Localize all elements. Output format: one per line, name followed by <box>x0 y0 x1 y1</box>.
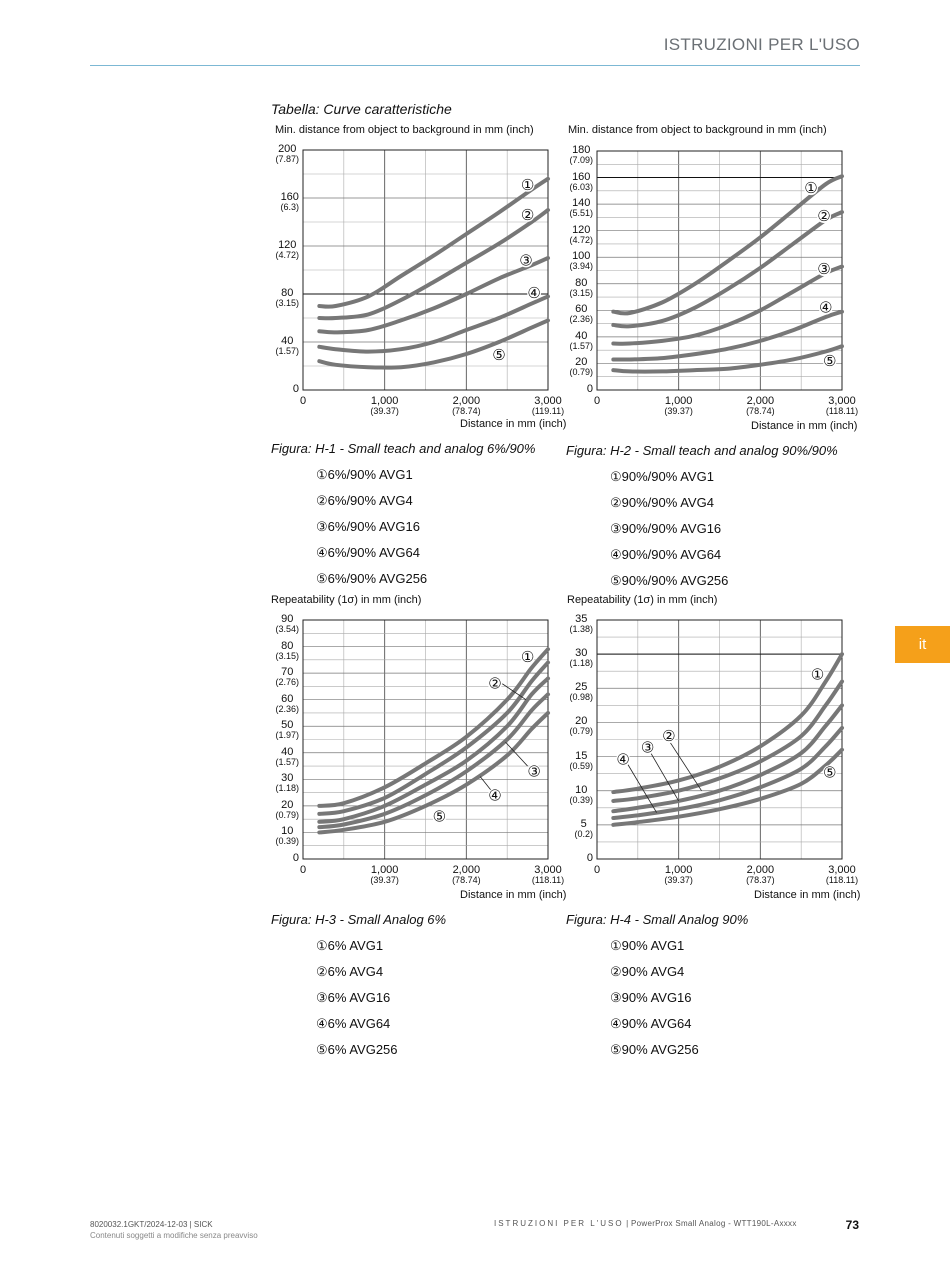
y-tick-inch: (3.15) <box>569 287 593 298</box>
legend-item: ⑤6%/90% AVG256 <box>316 571 428 586</box>
series-marker-label: ② <box>662 727 676 746</box>
x-tick-value: 3,000 <box>534 395 562 407</box>
y-tick-inch: (7.87) <box>275 154 299 164</box>
x-tick-value: 3,000 <box>828 395 856 407</box>
x-tick-value: 1,000 <box>370 395 399 407</box>
series-line-3 <box>319 258 548 332</box>
chart-4-caption: Figura: H-4 - Small Analog 90% <box>566 912 749 927</box>
y-tick-label <box>569 751 593 771</box>
chart-2-caption: Figura: H-2 - Small teach and analog 90%/90% <box>566 443 838 458</box>
y-tick-label <box>569 172 593 192</box>
x-tick-inch: (78.74) <box>452 406 481 416</box>
legend-item: ④6% AVG64 <box>316 1016 391 1031</box>
footer-product: | PowerProx Small Analog - WTT190L-Axxxx <box>626 1219 797 1228</box>
x-tick-label <box>812 865 872 885</box>
y-tick-value: 60 <box>281 692 294 705</box>
legend-item: ④6%/90% AVG64 <box>316 545 420 560</box>
x-tick-value: 0 <box>593 864 601 876</box>
series-marker-label: ③ <box>519 251 533 270</box>
legend-item: ①90% AVG1 <box>610 938 685 953</box>
y-tick-value: 40 <box>575 329 588 342</box>
y-tick-label <box>275 667 299 687</box>
header-rule <box>90 65 860 66</box>
y-tick-inch: (1.18) <box>275 783 299 794</box>
x-tick-inch: (78.74) <box>452 875 481 885</box>
y-tick-value: 30 <box>575 647 588 660</box>
leader-line <box>671 743 702 791</box>
y-tick-value: 40 <box>281 335 294 347</box>
chart-plot-area <box>303 150 548 390</box>
chart-2-legend <box>610 464 728 594</box>
x-tick-inch: (39.37) <box>370 406 399 416</box>
y-tick-inch: (1.57) <box>275 756 299 767</box>
x-tick-value: 1,000 <box>370 864 399 876</box>
x-tick-inch: (118.11) <box>531 875 565 885</box>
chart-plot-area <box>597 151 842 390</box>
y-tick-value: 120 <box>572 223 591 236</box>
series-line-4 <box>613 312 842 360</box>
y-tick-value: 20 <box>575 715 588 728</box>
x-tick-inch: (119.11) <box>531 406 565 416</box>
y-tick-inch: (0.79) <box>569 367 593 378</box>
y-tick-inch: (6.03) <box>569 181 593 192</box>
x-tick-label <box>567 396 627 406</box>
y-tick-label <box>275 288 299 308</box>
y-tick-value: 140 <box>572 197 591 210</box>
chart-1-xlabel: Distance in mm (inch) <box>460 418 567 430</box>
y-tick-value: 70 <box>281 666 294 679</box>
x-tick-inch: (118.11) <box>825 875 859 885</box>
y-tick-inch: (0.2) <box>574 828 593 839</box>
y-tick-label <box>569 145 593 165</box>
legend-item: ②90% AVG4 <box>610 964 685 979</box>
y-tick-value: 0 <box>292 383 299 395</box>
x-tick-inch: (39.37) <box>370 875 399 885</box>
series-marker-label: ⑤ <box>492 346 506 365</box>
y-tick-value: 30 <box>281 772 294 785</box>
legend-item: ②6%/90% AVG4 <box>316 493 413 508</box>
legend-item: ①90%/90% AVG1 <box>610 469 714 484</box>
y-tick-value: 80 <box>281 639 294 652</box>
y-tick-inch: (1.38) <box>569 624 593 634</box>
x-tick-label <box>649 396 709 416</box>
x-tick-label <box>649 865 709 885</box>
y-tick-label <box>569 357 593 377</box>
y-tick-inch: (4.72) <box>275 250 299 260</box>
x-tick-label <box>436 396 496 416</box>
series-marker-label: ③ <box>640 738 655 757</box>
y-tick-inch: (1.57) <box>275 346 299 356</box>
x-tick-value: 2,000 <box>452 395 481 407</box>
x-tick-value: 2,000 <box>746 864 775 876</box>
series-line-1 <box>613 654 842 792</box>
y-tick-inch: (2.36) <box>275 703 299 714</box>
y-tick-value: 20 <box>575 356 588 369</box>
y-tick-label <box>275 614 299 634</box>
y-tick-inch: (0.59) <box>569 760 593 771</box>
y-tick-value: 80 <box>575 276 588 289</box>
x-tick-label <box>436 865 496 885</box>
chart-2-xlabel: Distance in mm (inch) <box>751 420 858 432</box>
y-tick-label <box>569 682 593 702</box>
chart-1-legend <box>316 462 427 592</box>
chart-4-xlabel: Distance in mm (inch) <box>754 889 861 901</box>
footer-section-title: ISTRUZIONI PER L'USO <box>494 1219 624 1228</box>
series-marker-label: ① <box>810 665 825 684</box>
chart-1-caption: Figura: H-1 - Small teach and analog 6%/90% <box>271 441 536 456</box>
legend-item: ③90% AVG16 <box>610 990 692 1005</box>
series-marker-label: ② <box>817 207 831 226</box>
y-tick-value: 180 <box>572 144 591 156</box>
y-tick-value: 35 <box>575 613 588 625</box>
y-tick-inch: (0.39) <box>275 836 299 847</box>
footer-doc-info <box>90 1219 258 1241</box>
legend-item: ①6%/90% AVG1 <box>316 467 413 482</box>
y-tick-label <box>569 225 593 245</box>
y-tick-label <box>275 641 299 661</box>
header-title: ISTRUZIONI PER L'USO <box>663 35 860 54</box>
series-marker-label: ⑤ <box>823 763 837 782</box>
series-marker-label: ③ <box>527 762 541 781</box>
chart-4-legend <box>610 933 699 1063</box>
y-tick-inch: (0.39) <box>569 794 593 805</box>
chart-1-ylabel: Min. distance from object to background in mm (inch) <box>275 124 534 136</box>
legend-item: ③6% AVG16 <box>316 990 391 1005</box>
x-tick-value: 0 <box>299 864 307 876</box>
x-tick-value: 2,000 <box>452 864 481 876</box>
series-marker-label: ⑤ <box>432 807 447 826</box>
chart-3-legend <box>316 933 398 1063</box>
y-tick-label <box>275 336 299 356</box>
y-tick-label <box>569 278 593 298</box>
series-marker-label: ⑤ <box>823 351 837 370</box>
legend-item: ④90%/90% AVG64 <box>610 547 722 562</box>
y-tick-inch: (5.51) <box>569 208 593 219</box>
y-tick-value: 120 <box>278 239 297 251</box>
legend-item: ③6%/90% AVG16 <box>316 519 420 534</box>
y-tick-label <box>275 720 299 740</box>
y-tick-inch: (0.79) <box>275 809 299 820</box>
series-marker-label: ② <box>520 205 535 224</box>
legend-item: ⑤90%/90% AVG256 <box>610 573 729 588</box>
x-tick-value: 1,000 <box>664 395 693 407</box>
table-caption: Tabella: Curve caratteristiche <box>271 101 452 117</box>
y-tick-inch: (0.79) <box>569 726 593 737</box>
x-tick-value: 1,000 <box>664 864 693 876</box>
y-tick-label <box>569 251 593 271</box>
y-tick-label <box>293 384 299 394</box>
y-tick-label <box>569 614 593 634</box>
page-number: 73 <box>845 1218 859 1232</box>
y-tick-label <box>275 694 299 714</box>
x-tick-label <box>273 865 333 875</box>
language-tab[interactable]: it <box>895 626 950 663</box>
chart-2-ylabel: Min. distance from object to background in mm (inch) <box>568 124 827 136</box>
y-tick-inch: (6.3) <box>280 202 299 212</box>
y-tick-label <box>275 240 299 260</box>
chart-3-caption: Figura: H-3 - Small Analog 6% <box>271 912 447 927</box>
y-tick-label <box>293 853 299 863</box>
y-tick-value: 200 <box>278 143 297 155</box>
x-tick-label <box>812 396 872 416</box>
y-tick-label <box>275 144 299 164</box>
series-marker-label: ④ <box>818 298 833 317</box>
x-tick-value: 3,000 <box>828 864 856 876</box>
y-tick-value: 90 <box>281 613 294 625</box>
x-tick-label <box>730 865 790 885</box>
y-tick-inch: (1.18) <box>569 658 593 669</box>
y-tick-label <box>569 331 593 351</box>
y-tick-label <box>569 304 593 324</box>
y-tick-value: 0 <box>586 383 593 395</box>
y-tick-label <box>569 648 593 668</box>
series-marker-label: ④ <box>616 750 630 769</box>
y-tick-value: 10 <box>281 825 294 838</box>
y-tick-value: 50 <box>281 719 294 732</box>
y-tick-inch: (0.98) <box>569 692 593 703</box>
y-tick-value: 60 <box>575 303 588 316</box>
y-tick-value: 20 <box>281 798 294 811</box>
legend-item: ②6% AVG4 <box>316 964 384 979</box>
x-tick-label <box>355 865 415 885</box>
x-tick-label <box>355 396 415 416</box>
y-tick-value: 80 <box>281 287 294 299</box>
y-tick-value: 160 <box>280 191 299 203</box>
y-tick-label <box>574 819 593 839</box>
y-tick-label <box>569 716 593 736</box>
y-tick-value: 10 <box>575 783 588 796</box>
y-tick-inch: (4.72) <box>569 234 593 245</box>
y-tick-inch: (1.57) <box>569 340 593 351</box>
y-tick-value: 15 <box>575 749 588 762</box>
footer-section <box>494 1219 797 1228</box>
y-tick-inch: (1.97) <box>275 730 299 741</box>
x-tick-inch: (78.37) <box>746 875 775 885</box>
series-line-4 <box>319 296 548 351</box>
x-tick-inch: (39.37) <box>664 406 693 416</box>
y-tick-value: 0 <box>586 852 593 864</box>
series-marker-label: ③ <box>817 260 831 279</box>
y-tick-value: 100 <box>572 250 591 263</box>
series-marker-label: ④ <box>488 786 502 805</box>
y-tick-inch: (7.09) <box>569 155 593 165</box>
legend-item: ②90%/90% AVG4 <box>610 495 714 510</box>
y-tick-inch: (2.36) <box>569 314 593 325</box>
y-tick-inch: (3.54) <box>275 624 299 634</box>
x-tick-label <box>730 396 790 416</box>
y-tick-label <box>569 785 593 805</box>
legend-item: ⑤6% AVG256 <box>316 1042 398 1057</box>
x-tick-value: 3,000 <box>534 864 562 876</box>
x-tick-value: 2,000 <box>746 395 775 407</box>
y-tick-label <box>275 747 299 767</box>
y-tick-value: 160 <box>572 170 591 183</box>
y-tick-label <box>280 192 299 212</box>
footer-doc-id: 8020032.1GKT/2024-12-03 | SICK <box>90 1220 213 1229</box>
y-tick-inch: (3.15) <box>275 298 299 308</box>
x-tick-inch: (39.37) <box>664 875 693 885</box>
footer-notice: Contenuti soggetti a modifiche senza preavviso <box>90 1231 258 1240</box>
x-tick-inch: (118.11) <box>825 406 859 416</box>
series-marker-label: ④ <box>527 283 541 302</box>
x-tick-value: 0 <box>299 395 307 407</box>
series-line-3 <box>613 267 842 344</box>
chart-3-xlabel: Distance in mm (inch) <box>460 889 567 901</box>
series-marker-label: ② <box>488 674 502 693</box>
y-tick-inch: (2.76) <box>275 677 299 688</box>
y-tick-value: 0 <box>292 852 299 864</box>
y-tick-label <box>587 853 593 863</box>
chart-4-ylabel: Repeatability (1σ) in mm (inch) <box>567 594 718 606</box>
y-tick-label <box>275 800 299 820</box>
y-tick-label <box>587 384 593 394</box>
series-marker-label: ① <box>804 179 818 198</box>
chart-plot-area <box>303 620 548 859</box>
y-tick-label <box>569 198 593 218</box>
series-marker-label: ① <box>520 648 535 667</box>
chart-plot-area <box>597 620 842 859</box>
x-tick-label <box>567 865 627 875</box>
legend-item: ①6% AVG1 <box>316 938 384 953</box>
series-marker-label: ① <box>520 175 535 194</box>
y-tick-value: 25 <box>575 681 588 694</box>
x-tick-inch: (78.74) <box>746 406 775 416</box>
legend-item: ④90% AVG64 <box>610 1016 692 1031</box>
x-tick-label <box>273 396 333 406</box>
y-tick-label <box>275 826 299 846</box>
legend-item: ③90%/90% AVG16 <box>610 521 722 536</box>
legend-item: ⑤90% AVG256 <box>610 1042 699 1057</box>
y-tick-inch: (3.94) <box>569 261 593 272</box>
y-tick-label <box>275 773 299 793</box>
y-tick-inch: (3.15) <box>275 650 299 661</box>
y-tick-value: 5 <box>580 817 587 830</box>
x-tick-value: 0 <box>593 395 601 407</box>
y-tick-value: 40 <box>281 745 294 758</box>
chart-3-ylabel: Repeatability (1σ) in mm (inch) <box>271 594 422 606</box>
